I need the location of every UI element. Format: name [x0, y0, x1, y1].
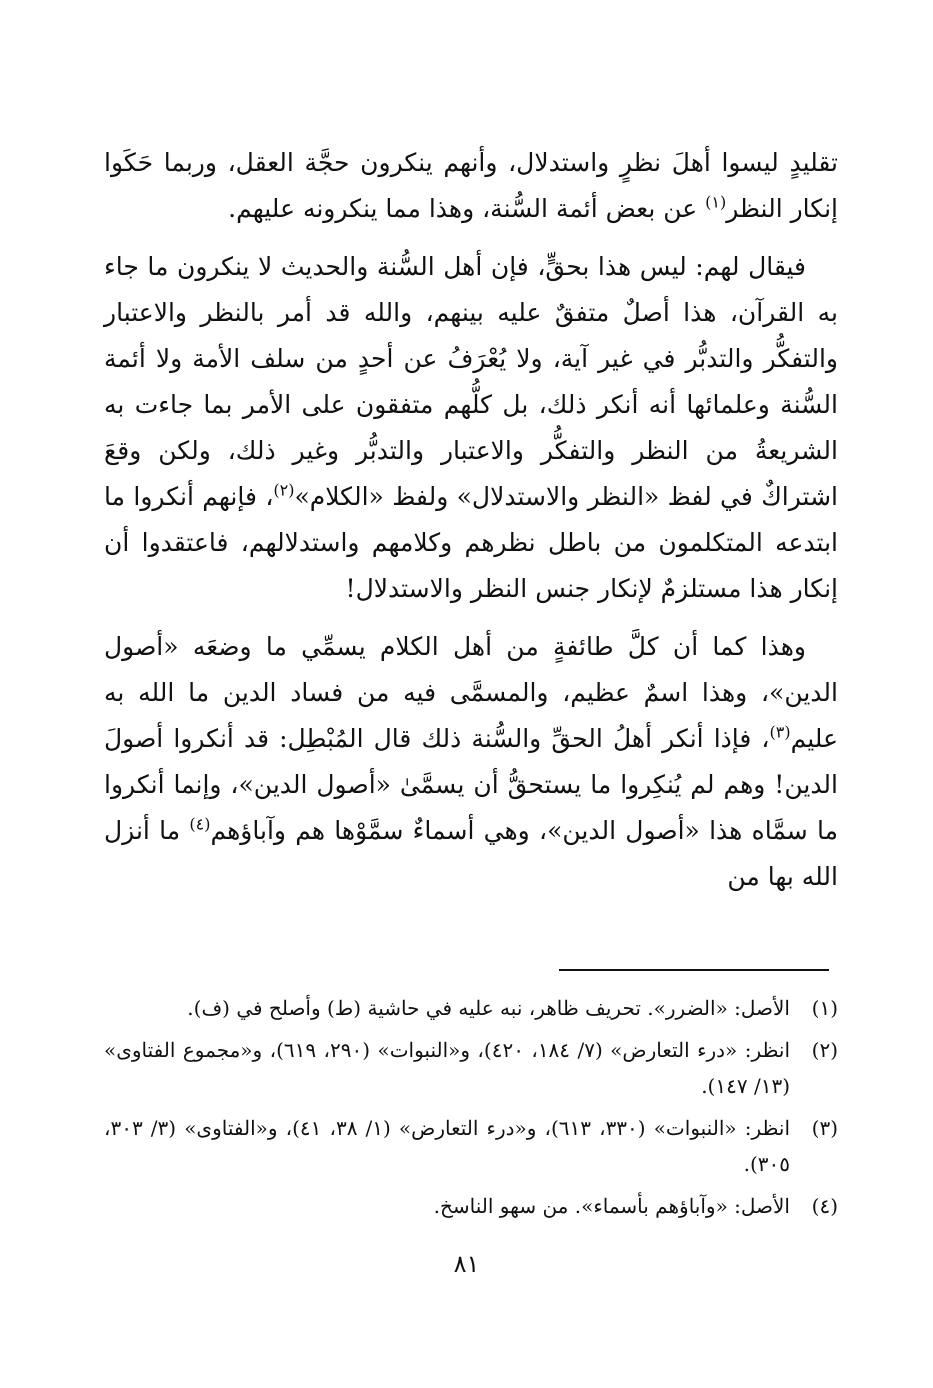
footnote	[104, 1032, 838, 1104]
footnote-ref[interactable]: (٤)	[189, 814, 211, 834]
paragraph-3	[104, 624, 838, 900]
footnote	[104, 1188, 838, 1224]
footnote-text: الأصل: «وآباؤهم بأسماء». من سهو الناسخ.	[433, 1194, 790, 1218]
footnote-text: الأصل: «الضرر». تحريف ظاهر، نبه عليه في حاشية (ط) وأصلح في (ف).	[187, 996, 790, 1020]
paragraph-text: فيقال لهم: ليس هذا بحقٍّ، فإن أهل السُّنة والحديث لا ينكرون ما جاء به القرآن، هذا أصلٌ متفقٌ عليه بينهم، والله قد أمر بالنظر والاعتبار والتفكُّر والتدبُّر في غير آية، ولا يُعْرَفُ عن أحدٍ من سلف الأمة ولا أئمة السُّنة وعلمائها أنه أنكر ذلك، بل كلُّهم متفقون على الأمر بما جاءت به الشريعةُ من النظر والتفكُّر والاعتبار والتدبُّر وغير ذلك، ولكن وقعَ اشتراكٌ في لفظ «النظر والاستدلال» ولفظ «الكلام»	[104, 252, 838, 511]
paragraph-text: وهذا كما أن كلَّ طائفةٍ من أهل الكلام يسمِّي ما وضعَه «أصول الدين»، وهذا اسمٌ عظيم، والمسمَّى فيه من فساد الدين ما الله به عليم	[104, 632, 838, 753]
paragraph-text: ، فإذا أنكر أهلُ الحقِّ والسُّنة ذلك قال المُبْطِل: قد أنكروا أصولَ الدين! وهم لم يُنكِروا ما يستحقُّ أن يسمَّىٰ «أصول الدين»، وإنما أنكروا ما سمَّاه هذا «أصول الدين»، وهي أسماءٌ سمَّوْها هم وآباؤهم	[104, 724, 838, 845]
footnote	[104, 1110, 838, 1182]
footnote-ref[interactable]: (١)	[705, 192, 727, 212]
footnote-text: انظر: «درء التعارض» (٧/ ١٨٤، ٤٢٠)، و«النبوات» (٢٩٠، ٦١٩)، و«مجموع الفتاوى» (١٣/ ١٤٧).	[104, 1038, 791, 1098]
paragraph-1	[104, 140, 838, 232]
footnote-ref[interactable]: (٢)	[273, 480, 295, 500]
footnote-separator	[559, 969, 829, 971]
footnotes	[104, 990, 838, 1230]
paragraph-text: ، فإنهم أنكروا ما ابتدعه المتكلمون من باطل نظرهم وكلامهم واستدلالهم، فاعتقدوا أن إنكار هذا مستلزمٌ لإنكار جنس النظر والاستدلال!	[104, 482, 838, 603]
main-text	[104, 140, 838, 900]
footnote-number: (٢)	[811, 1038, 838, 1062]
footnote-number: (٤)	[811, 1194, 838, 1218]
paragraph-text: تقليدٍ ليسوا أهلَ نظرٍ واستدلال، وأنهم ينكرون حجَّة العقل، وربما حَكَوا إنكار النظر	[104, 148, 838, 223]
paragraph-text: عن بعض أئمة السُّنة، وهذا مما ينكرونه عليهم.	[228, 194, 706, 223]
footnote-number: (١)	[811, 996, 838, 1020]
paragraph-2	[104, 244, 838, 612]
footnote-text: انظر: «النبوات» (٣٣٠، ٦١٣)، و«درء التعارض» (١/ ٣٨، ٤١)، و«الفتاوى» (٣/ ٣٠٣، ٣٠٥).	[104, 1116, 791, 1176]
footnote	[104, 990, 838, 1026]
footnote-ref[interactable]: (٣)	[769, 722, 791, 742]
paragraph-text: ما أنزل الله بها من	[104, 816, 838, 891]
footnote-number: (٣)	[811, 1116, 838, 1140]
page-number: ٨١	[453, 1250, 480, 1278]
